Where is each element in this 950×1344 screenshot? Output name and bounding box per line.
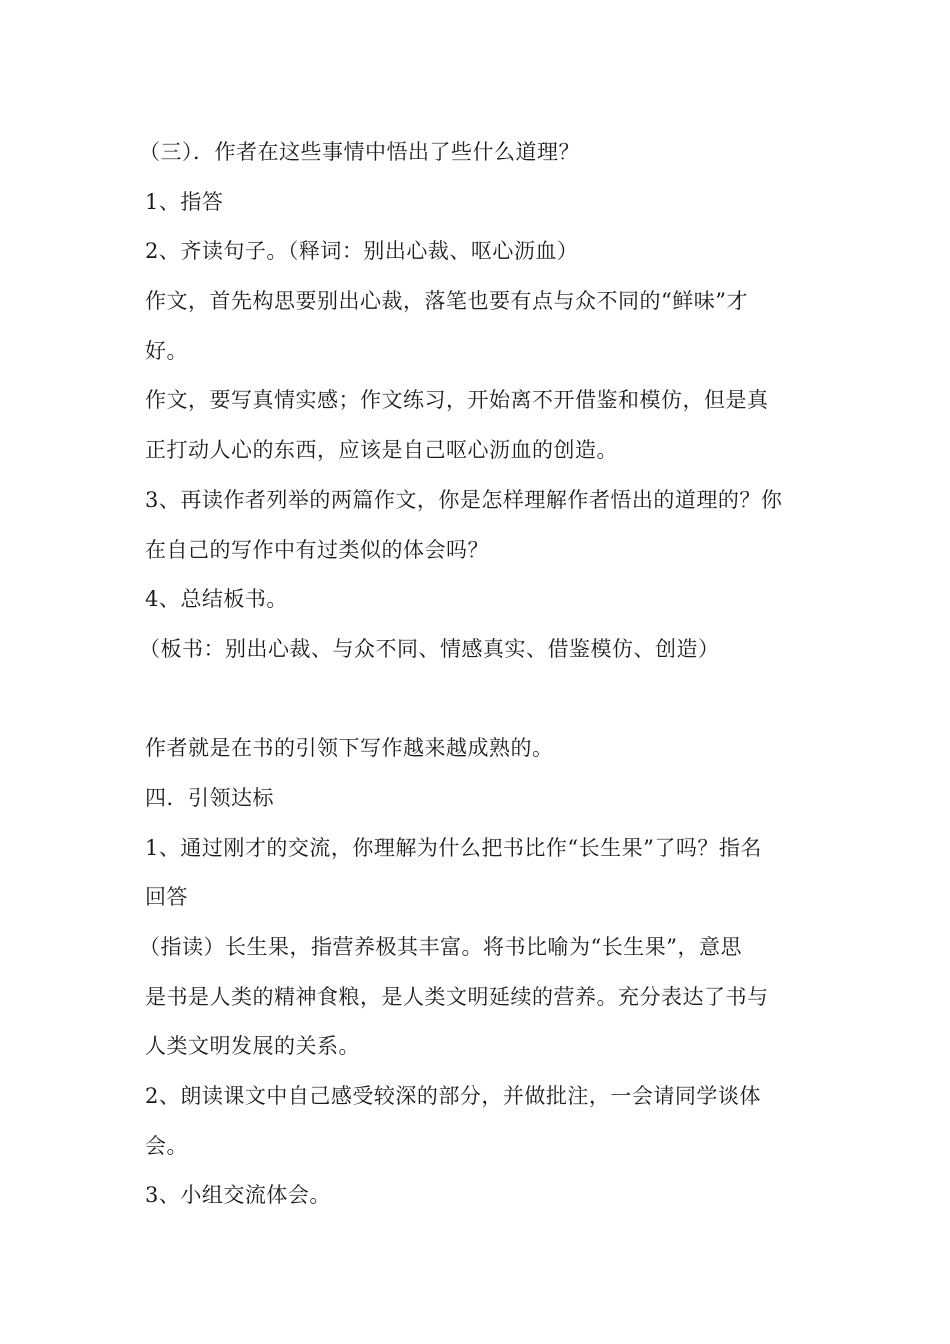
paragraph-line: 在自己的写作中有过类似的体会吗？ [145,537,489,562]
paragraph-line: 是书是人类的精神食粮，是人类文明延续的营养。充分表达了书与 [145,984,769,1009]
paragraph-line: 会。 [145,1133,188,1158]
blackboard-summary: （板书：别出心裁、与众不同、情感真实、借鉴模仿、创造） [139,636,720,661]
paragraph-line: （指读）长生果，指营养极其丰富。将书比喻为“长生果”，意思 [139,935,742,959]
list-item: 1、指答 [145,189,224,214]
paragraph-line: 作者就是在书的引领下写作越来越成熟的。 [145,736,554,761]
blank-line [145,675,807,725]
paragraph-line: 作文，首先构思要别出心裁，落笔也要有点与众不同的“鲜味”才 [145,289,748,314]
paragraph-line: 作文，要写真情实感；作文练习，开始离不开借鉴和模仿，但是真 [145,388,769,413]
list-item: 4、总结板书。 [145,587,288,612]
list-item: 3、再读作者列举的两篇作文，你是怎样理解作者悟出的道理的？你 [145,487,783,512]
list-item: 3、小组交流体会。 [145,1183,331,1208]
paragraph-line: 回答 [145,885,188,910]
list-item: 2、齐读句子。（释词：别出心裁、呕心沥血） [145,239,579,264]
paragraph-line: 好。 [145,338,188,363]
paragraph-line: 人类文明发展的关系。 [145,1034,360,1059]
document-body [139,128,807,1221]
paragraph-line: 正打动人心的东西，应该是自己呕心沥血的创造。 [145,438,618,463]
section-heading-four: 四．引领达标 [145,785,274,810]
list-item: 2、朗读课文中自己感受较深的部分，并做批注，一会请同学谈体 [145,1084,761,1109]
section-heading-three: （三）．作者在这些事情中悟出了些什么道理？ [139,140,580,164]
list-item: 1、通过刚才的交流，你理解为什么把书比作“长生果”了吗？指名 [145,835,762,860]
